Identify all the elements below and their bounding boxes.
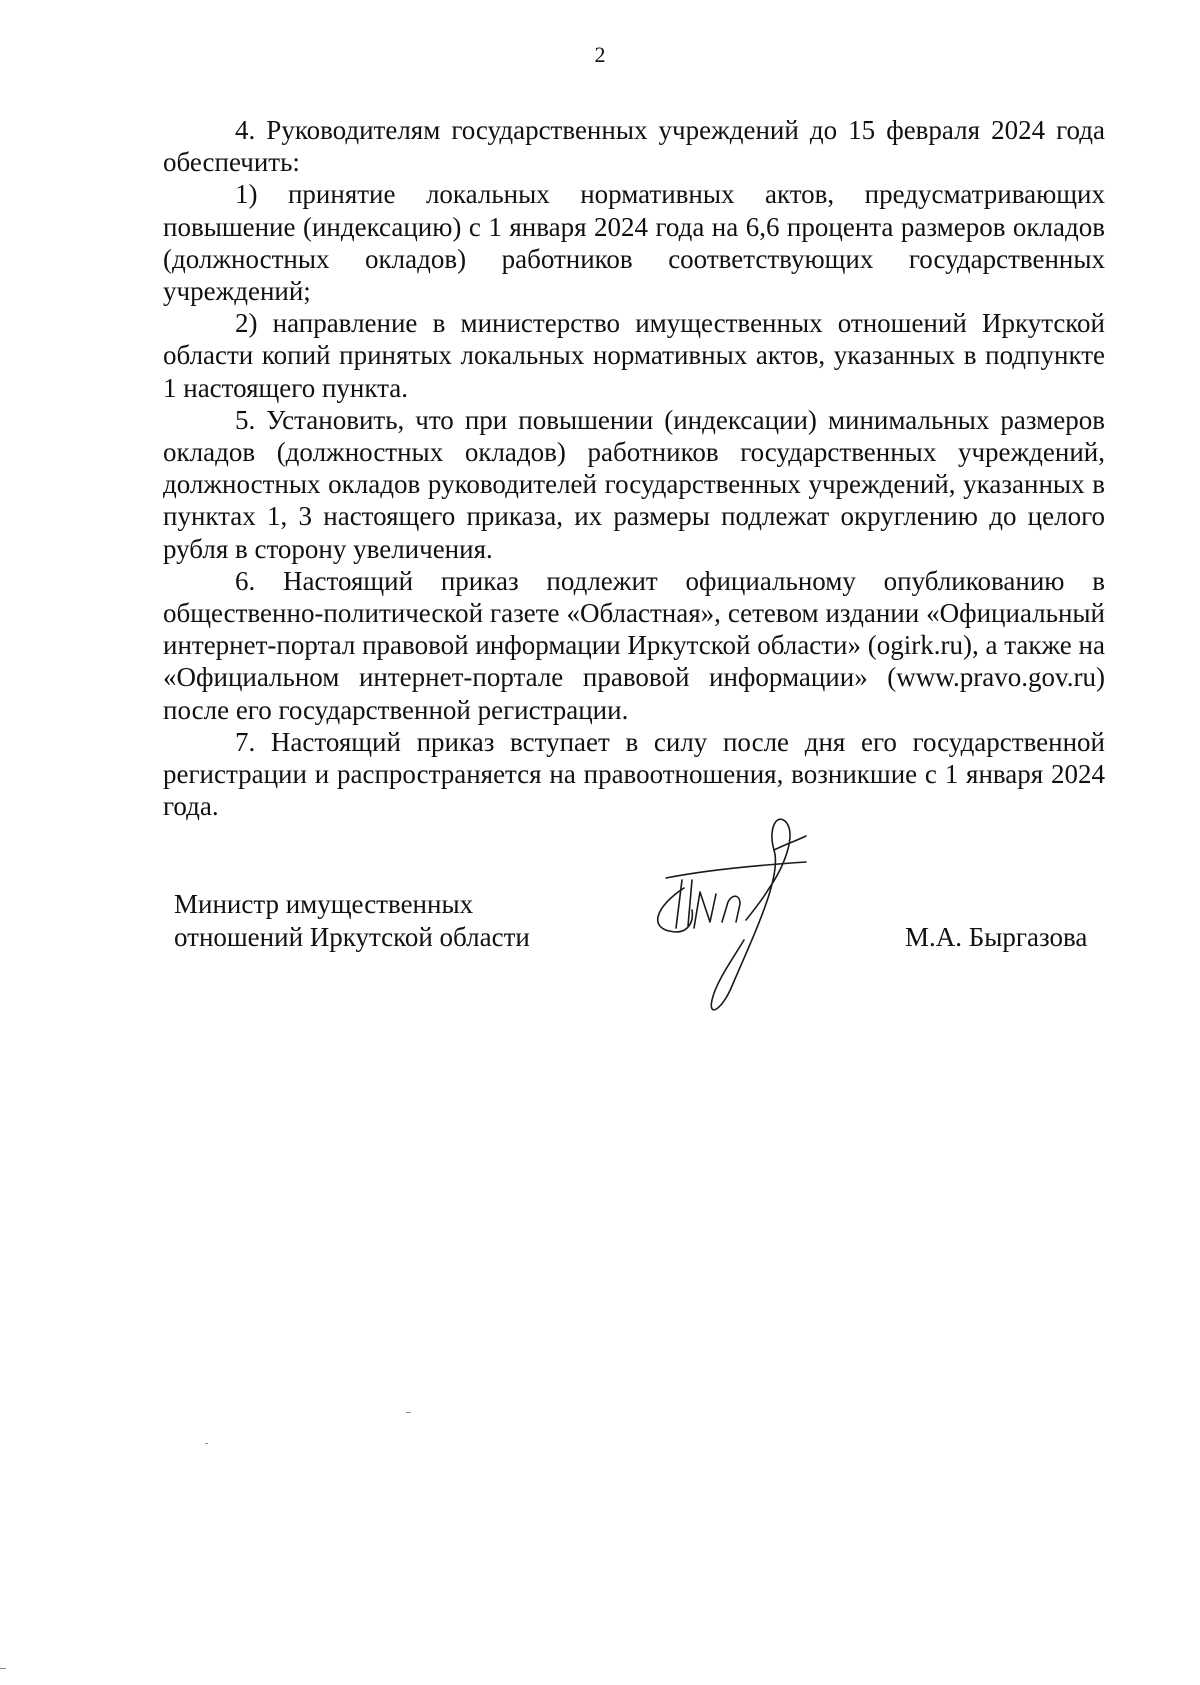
page-number: 2 xyxy=(594,42,606,67)
paragraph-6: 6. Настоящий приказ подлежит официальному опубликованию в общественно-политической газете «Областная», сетевом издании «Официальный интернет-портал правовой информации Иркутской области» (ogirk.ru), а также на «Официальном интернет-портале правовой информации» (www.pravo.gov.ru) после его государственной регистрации. xyxy=(163,565,1105,725)
signature-stroke-top xyxy=(666,862,806,878)
scan-artifact xyxy=(205,1443,208,1444)
signature-stroke-d xyxy=(722,896,740,922)
signatory-title-line-2: отношений Иркутской области xyxy=(174,922,530,952)
scan-artifact xyxy=(406,1412,411,1413)
signatory-title xyxy=(174,888,530,954)
paragraph-4: 4. Руководителям государственных учреждений до 15 февраля 2024 года обеспечить: xyxy=(163,115,1105,178)
scan-artifact xyxy=(0,1668,6,1669)
paragraph-5: 5. Установить, что при повышении (индексации) минимальных размеров окладов (должностных окладов) работников государственных учреждений, должностных окладов руководителей государственных учреждений, указанных в пунктах 1, 3 настоящего приказа, их размеры подлежат округлению до целого рубля в сторону увеличения. xyxy=(163,404,1105,564)
paragraph-4-sub-2: 2) направление в министерство имущественных отношений Иркутской области копий принятых локальных нормативных актов, указанных в подпункте 1 настоящего пункта. xyxy=(163,308,1105,403)
signatory-name: М.А. Быргазова xyxy=(905,922,1088,952)
signature-stroke-curl xyxy=(658,888,693,932)
signature-stroke-c xyxy=(694,892,716,928)
order-body xyxy=(163,114,1105,822)
paragraph-7: 7. Настоящий приказ вступает в силу после дня его государственной регистрации и распространяется на правоотношения, возникшие с 1 января 2024 года. xyxy=(163,726,1105,822)
handwritten-signature-icon xyxy=(636,810,846,1020)
paragraph-4-sub-1: 1) принятие локальных нормативных актов, предусматривающих повышение (индексацию) с 1 января 2024 года на 6,6 процента размеров окладов (должностных окладов) работников соответствующих государственных учреждений; xyxy=(163,179,1105,307)
signatory-title-line-1: Министр имущественных xyxy=(174,889,474,919)
signature-stroke-a xyxy=(676,880,682,928)
